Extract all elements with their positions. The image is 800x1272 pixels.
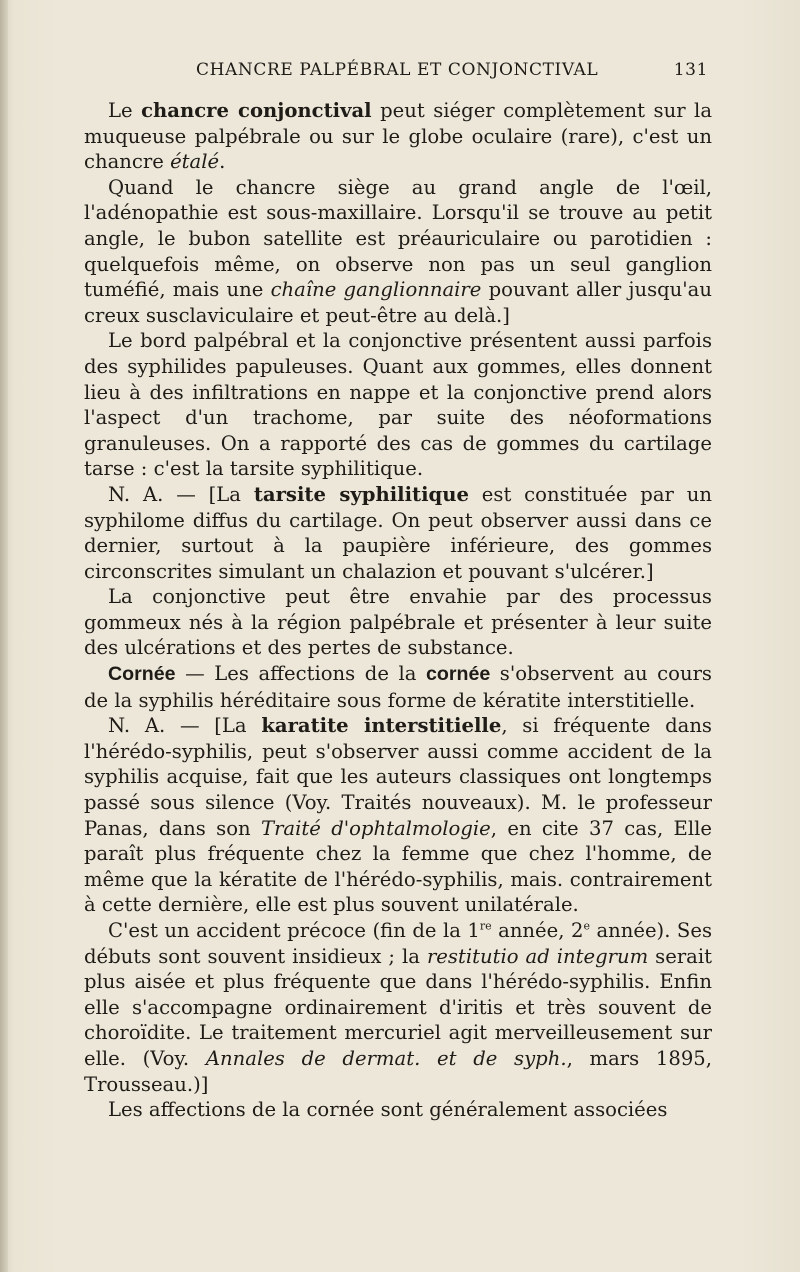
bold-term: cornée [425,663,491,686]
paragraph-tarsite-note [84,482,712,584]
paragraph-processus-gommeux: La conjonctive peut être envahie par des processus gommeux nés à la région palpébrale et présenter à leur suite des ulcérations et des pertes de substance. [84,585,712,660]
page-number: 131 [673,60,708,80]
text-run: est constituée par un syphilome diffus du cartilage. On peut observer aussi dans ce dernier, surtout à la paupière inférieure, des gommes circonscrites simulant un chalazion et pouvant s'ulcérer.] [84,482,712,583]
text-run: . [219,150,226,174]
italic-term: chaîne ganglionnaire [270,278,482,302]
text-run: , en cite 37 cas, Elle paraît plus fréquente chez la femme que chez l'homme, de même que la kératite de l'hérédo-syphilis, mais. contrairement à cette dernière, elle est plus souvent unilatérale. [84,816,712,917]
italic-term: étalé [170,150,220,174]
text-run: N. A. — [La [108,482,254,506]
paragraph-adenopathie [84,175,712,329]
text-run: C'est un accident précoce (fin de la 1 [108,919,480,942]
italic-term: restitutio ad integrum [426,944,649,968]
text-run: année). Ses débuts sont souvent insidieux ; la [84,919,712,968]
text-run: N. A. — [La [108,714,262,738]
paragraph-keratite-note [84,713,712,918]
paragraph-chancre-conjonctival [84,98,712,175]
paragraph-accident-precoce [84,918,712,1097]
text-run: année, 2 [491,919,584,942]
page-binding-edge [0,0,8,1272]
bold-term: chancre conjonctival [141,99,372,122]
paragraph-affections-cornee: Les affections de la cornée sont généralement associées [108,1098,668,1122]
running-header [196,60,708,80]
body-text [84,98,712,1123]
text-run: peut siéger complètement sur la muqueuse palpébrale ou sur le globe oculaire (rare), c'est un chancre [84,99,712,174]
section-heading-cornee: Cornée [108,663,176,686]
running-title: CHANCRE PALPÉBRAL ET CONJONCTIVAL [196,60,599,80]
text-run: , mars 1895, Trousseau.)] [84,1046,712,1096]
text-run: pouvant aller jusqu'au creux susclaviculaire et peut-être au delà.] [84,278,712,327]
paragraph-cornee [84,661,712,713]
text-run: — Les affections de la [175,662,426,686]
superscript: e [583,919,590,933]
italic-title: Traité d'ophtalmologie [261,816,491,840]
superscript: re [479,919,492,933]
paragraph-bord-palpebral: Le bord palpébral et la conjonctive présentent aussi parfois des syphilides papuleuses. Quant aux gommes, elles donnent lieu à des infiltrations en nappe et la conjonctive prend alors l'aspect d'un trachome, par suite des néoformations granuleuses. On a rapporté des cas de gommes du cartilage tarse : c'est la tarsite syphilitique. [84,329,712,481]
italic-title: Annales de dermat. et de syph. [205,1046,567,1070]
text-run: , si fréquente dans l'hérédo-syphilis, peut s'observer aussi comme accident de la syphilis acquise, fait que les auteurs classiques ont longtemps passé sous silence (Voy. Traités nouveaux). M. le professeur Panas, dans son [84,714,712,840]
text-run: Le [108,99,142,122]
text-run: serait plus aisée et plus fréquente que dans l'hérédo-syphilis. Enfin elle s'accompagne ordinairement d'iritis et très souvent de choroïdite. Le traitement mercuriel agit merveilleusement sur elle. (Voy. [84,944,713,1070]
text-run: s'observent au cours de la syphilis héréditaire sous forme de kératite interstitielle. [84,662,712,712]
text-run: Quand le chancre siège au grand angle de l'œil, l'adénopathie est sous-maxillaire. Lorsqu'il se trouve au petit angle, le bubon satellite est préauriculaire ou parotidien : quelquefois même, on observe non pas un seul ganglion tuméfié, mais une [84,175,712,302]
bold-term: tarsite syphilitique [253,482,469,506]
bold-term: karatite interstitielle [261,714,502,738]
